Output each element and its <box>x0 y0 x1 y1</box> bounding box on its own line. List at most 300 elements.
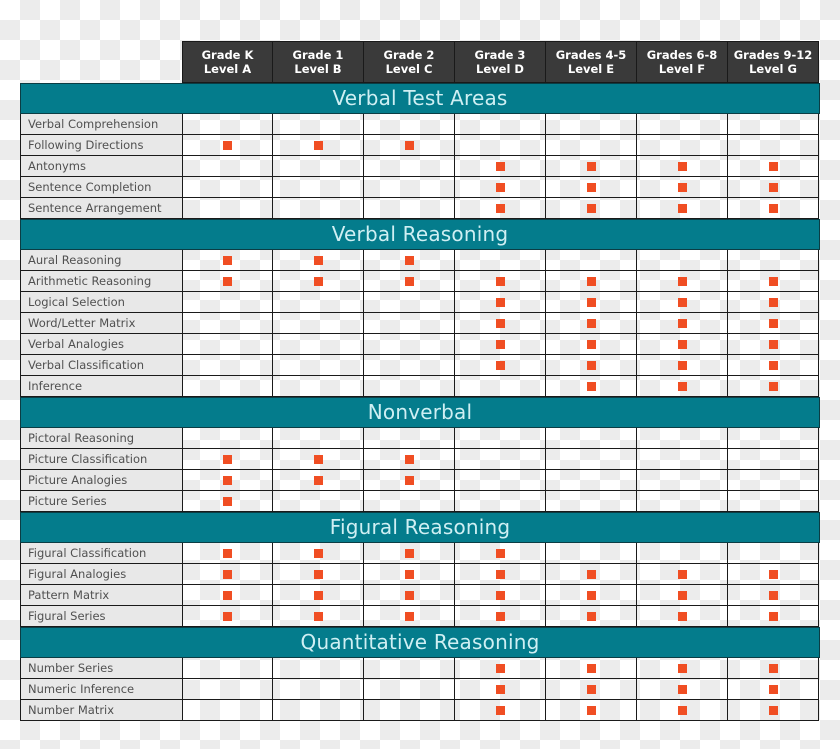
table-row <box>20 564 820 585</box>
grid-cell <box>546 250 637 271</box>
grid-cell <box>728 156 819 177</box>
grid-cell <box>546 114 637 135</box>
grid-cell <box>455 292 546 313</box>
grid-cell <box>364 606 455 627</box>
grid-cell <box>183 334 273 355</box>
grid-cell <box>637 334 728 355</box>
table-row <box>20 491 820 512</box>
column-grade: Grades 4-5 <box>555 48 627 62</box>
included-marker-icon <box>496 685 505 694</box>
grid-cell <box>364 313 455 334</box>
column-header-5 <box>637 41 728 83</box>
included-marker-icon <box>314 570 323 579</box>
grid-cell <box>546 292 637 313</box>
grid-cell <box>728 658 819 679</box>
grid-cell <box>364 355 455 376</box>
row-label: Number Series <box>20 658 183 679</box>
grid-cell <box>273 250 364 271</box>
grid-cell <box>455 449 546 470</box>
grid-cell <box>364 449 455 470</box>
grid-cell <box>183 606 273 627</box>
included-marker-icon <box>405 277 414 286</box>
grid-cell <box>637 449 728 470</box>
grid-cell <box>455 428 546 449</box>
grid-cell <box>546 355 637 376</box>
row-label: Figural Analogies <box>20 564 183 585</box>
row-label: Antonyms <box>20 156 183 177</box>
included-marker-icon <box>496 664 505 673</box>
included-marker-icon <box>496 706 505 715</box>
grid-cell <box>728 470 819 491</box>
table-row <box>20 313 820 334</box>
included-marker-icon <box>587 664 596 673</box>
included-marker-icon <box>405 256 414 265</box>
grid-cell <box>183 355 273 376</box>
grid-cell <box>455 313 546 334</box>
grid-cell <box>546 334 637 355</box>
grid-cell <box>273 585 364 606</box>
included-marker-icon <box>769 706 778 715</box>
grid-cell <box>728 700 819 721</box>
row-label: Verbal Comprehension <box>20 114 183 135</box>
grid-cell <box>364 376 455 397</box>
grid-cell <box>455 355 546 376</box>
grid-cell <box>183 449 273 470</box>
grid-cell <box>455 114 546 135</box>
section-title: Verbal Test Areas <box>20 83 820 114</box>
included-marker-icon <box>314 256 323 265</box>
grid-cell <box>455 585 546 606</box>
grid-cell <box>728 355 819 376</box>
included-marker-icon <box>314 591 323 600</box>
column-grade: Grades 6-8 <box>646 48 718 62</box>
grid-cell <box>273 543 364 564</box>
included-marker-icon <box>496 549 505 558</box>
grid-cell <box>637 585 728 606</box>
column-header-1 <box>273 41 364 83</box>
row-label: Figural Series <box>20 606 183 627</box>
included-marker-icon <box>769 340 778 349</box>
included-marker-icon <box>587 591 596 600</box>
row-label: Picture Analogies <box>20 470 183 491</box>
included-marker-icon <box>223 549 232 558</box>
grid-cell <box>183 292 273 313</box>
table-row <box>20 334 820 355</box>
grid-body <box>20 83 820 721</box>
grid-cell <box>183 156 273 177</box>
section-title: Quantitative Reasoning <box>20 627 820 658</box>
included-marker-icon <box>496 183 505 192</box>
grid-cell <box>728 292 819 313</box>
grid-cell <box>273 376 364 397</box>
grid-cell <box>546 271 637 292</box>
table-row <box>20 355 820 376</box>
grid-cell <box>364 114 455 135</box>
grid-cell <box>546 313 637 334</box>
grid-cell <box>637 700 728 721</box>
grid-cell <box>728 543 819 564</box>
grid-cell <box>455 470 546 491</box>
grid-cell <box>455 271 546 292</box>
grid-cell <box>728 198 819 219</box>
row-label: Picture Series <box>20 491 183 512</box>
included-marker-icon <box>496 298 505 307</box>
grid-cell <box>728 313 819 334</box>
table-row <box>20 271 820 292</box>
included-marker-icon <box>769 685 778 694</box>
included-marker-icon <box>223 612 232 621</box>
included-marker-icon <box>587 340 596 349</box>
row-label: Pictoral Reasoning <box>20 428 183 449</box>
included-marker-icon <box>678 277 687 286</box>
grid-cell <box>637 658 728 679</box>
grid-cell <box>364 198 455 219</box>
grid-cell <box>183 198 273 219</box>
included-marker-icon <box>223 141 232 150</box>
included-marker-icon <box>769 277 778 286</box>
included-marker-icon <box>496 340 505 349</box>
table-row <box>20 658 820 679</box>
table-row <box>20 679 820 700</box>
grid-cell <box>637 679 728 700</box>
row-label: Aural Reasoning <box>20 250 183 271</box>
grid-cell <box>728 334 819 355</box>
included-marker-icon <box>678 183 687 192</box>
table-row <box>20 135 820 156</box>
grid-cell <box>273 491 364 512</box>
table-row <box>20 585 820 606</box>
grid-cell <box>183 679 273 700</box>
row-label: Inference <box>20 376 183 397</box>
included-marker-icon <box>769 591 778 600</box>
grid-cell <box>183 135 273 156</box>
grid-cell <box>546 376 637 397</box>
column-grade: Grade 2 <box>383 48 435 62</box>
included-marker-icon <box>314 549 323 558</box>
row-label: Picture Classification <box>20 449 183 470</box>
grid-cell <box>728 585 819 606</box>
grid-cell <box>183 250 273 271</box>
grid-cell <box>546 564 637 585</box>
test-areas-grid <box>20 41 820 721</box>
included-marker-icon <box>405 570 414 579</box>
grid-cell <box>183 585 273 606</box>
table-row <box>20 470 820 491</box>
included-marker-icon <box>769 183 778 192</box>
grid-cell <box>455 564 546 585</box>
grid-cell <box>273 564 364 585</box>
grid-cell <box>546 177 637 198</box>
grid-cell <box>364 658 455 679</box>
included-marker-icon <box>223 277 232 286</box>
grid-cell <box>183 428 273 449</box>
table-row <box>20 700 820 721</box>
grid-cell <box>728 114 819 135</box>
table-row <box>20 449 820 470</box>
included-marker-icon <box>314 277 323 286</box>
grid-cell <box>728 250 819 271</box>
grid-cell <box>546 606 637 627</box>
grid-cell <box>637 428 728 449</box>
included-marker-icon <box>405 591 414 600</box>
row-label: Following Directions <box>20 135 183 156</box>
grid-cell <box>455 658 546 679</box>
grid-cell <box>637 177 728 198</box>
row-label: Numeric Inference <box>20 679 183 700</box>
included-marker-icon <box>587 706 596 715</box>
grid-cell <box>637 198 728 219</box>
grid-cell <box>637 156 728 177</box>
grid-cell <box>364 271 455 292</box>
included-marker-icon <box>769 664 778 673</box>
grid-cell <box>183 491 273 512</box>
included-marker-icon <box>678 664 687 673</box>
table-row <box>20 428 820 449</box>
grid-cell <box>637 470 728 491</box>
included-marker-icon <box>678 204 687 213</box>
grid-cell <box>183 376 273 397</box>
grid-cell <box>364 428 455 449</box>
included-marker-icon <box>405 612 414 621</box>
row-label: Figural Classification <box>20 543 183 564</box>
grid-cell <box>183 470 273 491</box>
included-marker-icon <box>314 141 323 150</box>
grid-cell <box>364 700 455 721</box>
row-label: Verbal Analogies <box>20 334 183 355</box>
grid-cell <box>455 491 546 512</box>
included-marker-icon <box>405 455 414 464</box>
grid-cell <box>273 198 364 219</box>
included-marker-icon <box>678 591 687 600</box>
column-level: Level B <box>294 62 342 76</box>
grid-cell <box>455 376 546 397</box>
included-marker-icon <box>314 612 323 621</box>
grid-cell <box>455 679 546 700</box>
grid-cell <box>273 606 364 627</box>
row-label: Arithmetic Reasoning <box>20 271 183 292</box>
grid-cell <box>637 114 728 135</box>
row-label: Sentence Arrangement <box>20 198 183 219</box>
included-marker-icon <box>496 361 505 370</box>
grid-cell <box>728 177 819 198</box>
included-marker-icon <box>587 612 596 621</box>
grid-cell <box>728 564 819 585</box>
grid-cell <box>728 491 819 512</box>
grid-cell <box>364 585 455 606</box>
row-label: Pattern Matrix <box>20 585 183 606</box>
grid-cell <box>728 606 819 627</box>
grid-cell <box>364 177 455 198</box>
column-header-0 <box>182 41 273 83</box>
column-header-6 <box>728 41 819 83</box>
column-header-4 <box>546 41 637 83</box>
grid-cell <box>455 156 546 177</box>
grid-cell <box>183 177 273 198</box>
included-marker-icon <box>314 455 323 464</box>
included-marker-icon <box>496 162 505 171</box>
included-marker-icon <box>769 162 778 171</box>
table-row <box>20 376 820 397</box>
grid-cell <box>455 606 546 627</box>
grid-cell <box>183 658 273 679</box>
grid-cell <box>273 334 364 355</box>
grid-cell <box>364 135 455 156</box>
included-marker-icon <box>496 570 505 579</box>
grid-cell <box>546 470 637 491</box>
grid-cell <box>455 135 546 156</box>
grid-cell <box>183 700 273 721</box>
included-marker-icon <box>496 591 505 600</box>
grid-cell <box>546 585 637 606</box>
grid-cell <box>637 491 728 512</box>
grid-cell <box>546 156 637 177</box>
grid-cell <box>728 679 819 700</box>
grid-cell <box>546 679 637 700</box>
column-level: Level D <box>476 62 524 76</box>
table-row <box>20 543 820 564</box>
included-marker-icon <box>769 612 778 621</box>
included-marker-icon <box>587 382 596 391</box>
included-marker-icon <box>223 591 232 600</box>
table-row <box>20 198 820 219</box>
grid-cell <box>273 470 364 491</box>
included-marker-icon <box>769 382 778 391</box>
included-marker-icon <box>496 277 505 286</box>
included-marker-icon <box>678 612 687 621</box>
row-label: Logical Selection <box>20 292 183 313</box>
grid-cell <box>637 543 728 564</box>
grid-cell <box>273 355 364 376</box>
grid-cell <box>183 564 273 585</box>
grid-cell <box>273 271 364 292</box>
included-marker-icon <box>223 497 232 506</box>
column-header-2 <box>364 41 455 83</box>
included-marker-icon <box>769 319 778 328</box>
column-grade: Grade K <box>201 48 254 62</box>
grid-cell <box>637 292 728 313</box>
included-marker-icon <box>587 361 596 370</box>
column-level: Level C <box>385 62 433 76</box>
section-title: Figural Reasoning <box>20 512 820 543</box>
included-marker-icon <box>587 570 596 579</box>
column-grade: Grades 9-12 <box>733 48 813 62</box>
table-row <box>20 292 820 313</box>
grid-cell <box>273 428 364 449</box>
grid-cell <box>364 543 455 564</box>
included-marker-icon <box>405 141 414 150</box>
grid-cell <box>364 292 455 313</box>
row-label: Verbal Classification <box>20 355 183 376</box>
included-marker-icon <box>678 340 687 349</box>
included-marker-icon <box>587 162 596 171</box>
included-marker-icon <box>405 549 414 558</box>
grade-level-header <box>182 41 820 83</box>
included-marker-icon <box>587 685 596 694</box>
grid-cell <box>455 700 546 721</box>
grid-cell <box>546 543 637 564</box>
grid-cell <box>546 428 637 449</box>
column-header-3 <box>455 41 546 83</box>
grid-cell <box>637 606 728 627</box>
included-marker-icon <box>678 706 687 715</box>
grid-cell <box>364 491 455 512</box>
column-grade: Grade 3 <box>474 48 526 62</box>
included-marker-icon <box>678 162 687 171</box>
grid-cell <box>364 679 455 700</box>
grid-cell <box>728 135 819 156</box>
grid-cell <box>728 271 819 292</box>
grid-cell <box>183 313 273 334</box>
grid-cell <box>637 135 728 156</box>
grid-cell <box>183 114 273 135</box>
grid-cell <box>546 135 637 156</box>
included-marker-icon <box>587 204 596 213</box>
included-marker-icon <box>678 382 687 391</box>
row-label: Sentence Completion <box>20 177 183 198</box>
included-marker-icon <box>678 319 687 328</box>
included-marker-icon <box>769 570 778 579</box>
column-level: Level E <box>567 62 615 76</box>
column-grade: Grade 1 <box>292 48 344 62</box>
section-title: Verbal Reasoning <box>20 219 820 250</box>
grid-cell <box>546 658 637 679</box>
grid-cell <box>637 564 728 585</box>
included-marker-icon <box>678 361 687 370</box>
grid-cell <box>364 156 455 177</box>
grid-cell <box>273 177 364 198</box>
included-marker-icon <box>587 277 596 286</box>
included-marker-icon <box>587 183 596 192</box>
grid-cell <box>364 334 455 355</box>
grid-cell <box>728 428 819 449</box>
included-marker-icon <box>769 204 778 213</box>
grid-cell <box>183 271 273 292</box>
included-marker-icon <box>223 256 232 265</box>
grid-cell <box>273 700 364 721</box>
grid-cell <box>364 250 455 271</box>
included-marker-icon <box>223 570 232 579</box>
included-marker-icon <box>496 204 505 213</box>
grid-cell <box>364 564 455 585</box>
grid-cell <box>273 449 364 470</box>
grid-cell <box>273 313 364 334</box>
grid-cell <box>728 376 819 397</box>
grid-cell <box>273 156 364 177</box>
grid-cell <box>546 700 637 721</box>
column-level: Level F <box>658 62 706 76</box>
grid-cell <box>546 491 637 512</box>
included-marker-icon <box>223 476 232 485</box>
included-marker-icon <box>587 298 596 307</box>
grid-cell <box>637 271 728 292</box>
included-marker-icon <box>769 361 778 370</box>
included-marker-icon <box>678 298 687 307</box>
grid-cell <box>728 449 819 470</box>
section-title: Nonverbal <box>20 397 820 428</box>
table-row <box>20 177 820 198</box>
included-marker-icon <box>587 319 596 328</box>
table-row <box>20 156 820 177</box>
included-marker-icon <box>496 319 505 328</box>
grid-cell <box>273 679 364 700</box>
included-marker-icon <box>223 455 232 464</box>
grid-cell <box>455 334 546 355</box>
table-row <box>20 114 820 135</box>
column-level: Level G <box>749 62 797 76</box>
grid-cell <box>546 449 637 470</box>
grid-cell <box>273 658 364 679</box>
grid-cell <box>455 250 546 271</box>
